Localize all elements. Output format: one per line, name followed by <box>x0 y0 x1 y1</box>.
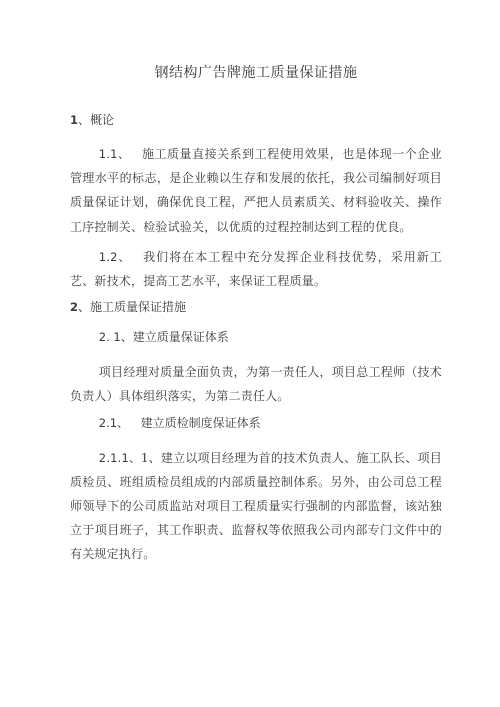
section-2-heading <box>70 299 442 315</box>
section-1-number: 1 <box>70 113 79 127</box>
subsection-2-1b-heading <box>70 415 442 431</box>
paragraph-2-1: 项目经理对质量全面负责，为第一责任人，项目总工程师（技术负责人）具体组织落实，为第二责任人。 <box>70 365 442 404</box>
paragraph-2-1-1-number: 2.1.1、 <box>98 450 141 465</box>
paragraph-1-2-number: 1.2、 <box>98 249 132 264</box>
section-1-heading <box>70 112 442 128</box>
section-2-number: 2 <box>70 300 79 315</box>
paragraph-2-1-1 <box>70 446 442 567</box>
section-2-title: 、施工质量保证措施 <box>78 300 187 315</box>
paragraph-2-1-1-text: 1、建立以项目经理为首的技术负责人、施工队长、项目质检员、班组质检员组成的内部质量控制体系。另外，由公司总工程师领导下的公司质监站对项目工程质量实行强制的内部监督，该站独立于项目班子，其工作职责、监督权等依照我公司内部专门文件中的有关规定执行。 <box>70 450 442 562</box>
paragraph-1-2 <box>70 245 442 293</box>
paragraph-1-2-text: 我们将在本工程中充分发挥企业科技优势，采用新工艺、新技术，提高工艺水平，来保证工程质量。 <box>70 249 442 289</box>
subsection-2-1-number: 2. 1 <box>98 330 121 345</box>
paragraph-1-1-text: 施工质量直接关系到工程使用效果，也是体现一个企业管理水平的标志，是企业赖以生存和发展的依托，我公司编制好项目质量保证计划，确保优良工程，严把人员素质关、材料验收关、操作工序控制关、检验试验关，以优质的过程控制达到工程的优良。 <box>70 147 442 234</box>
subsection-2-1b-number: 2.1、 <box>98 415 129 430</box>
subsection-2-1-title: 、建立质量保证体系 <box>120 330 229 345</box>
paragraph-1-1 <box>70 142 442 239</box>
paragraph-1-1-number: 1.1、 <box>98 147 131 161</box>
subsection-2-1b-title: 建立质检制度保证体系 <box>140 415 261 430</box>
section-1-title: 、概论 <box>78 113 115 127</box>
subsection-2-1-heading <box>70 329 442 345</box>
document-title: 钢结构广告牌施工质量保证措施 <box>154 65 358 81</box>
